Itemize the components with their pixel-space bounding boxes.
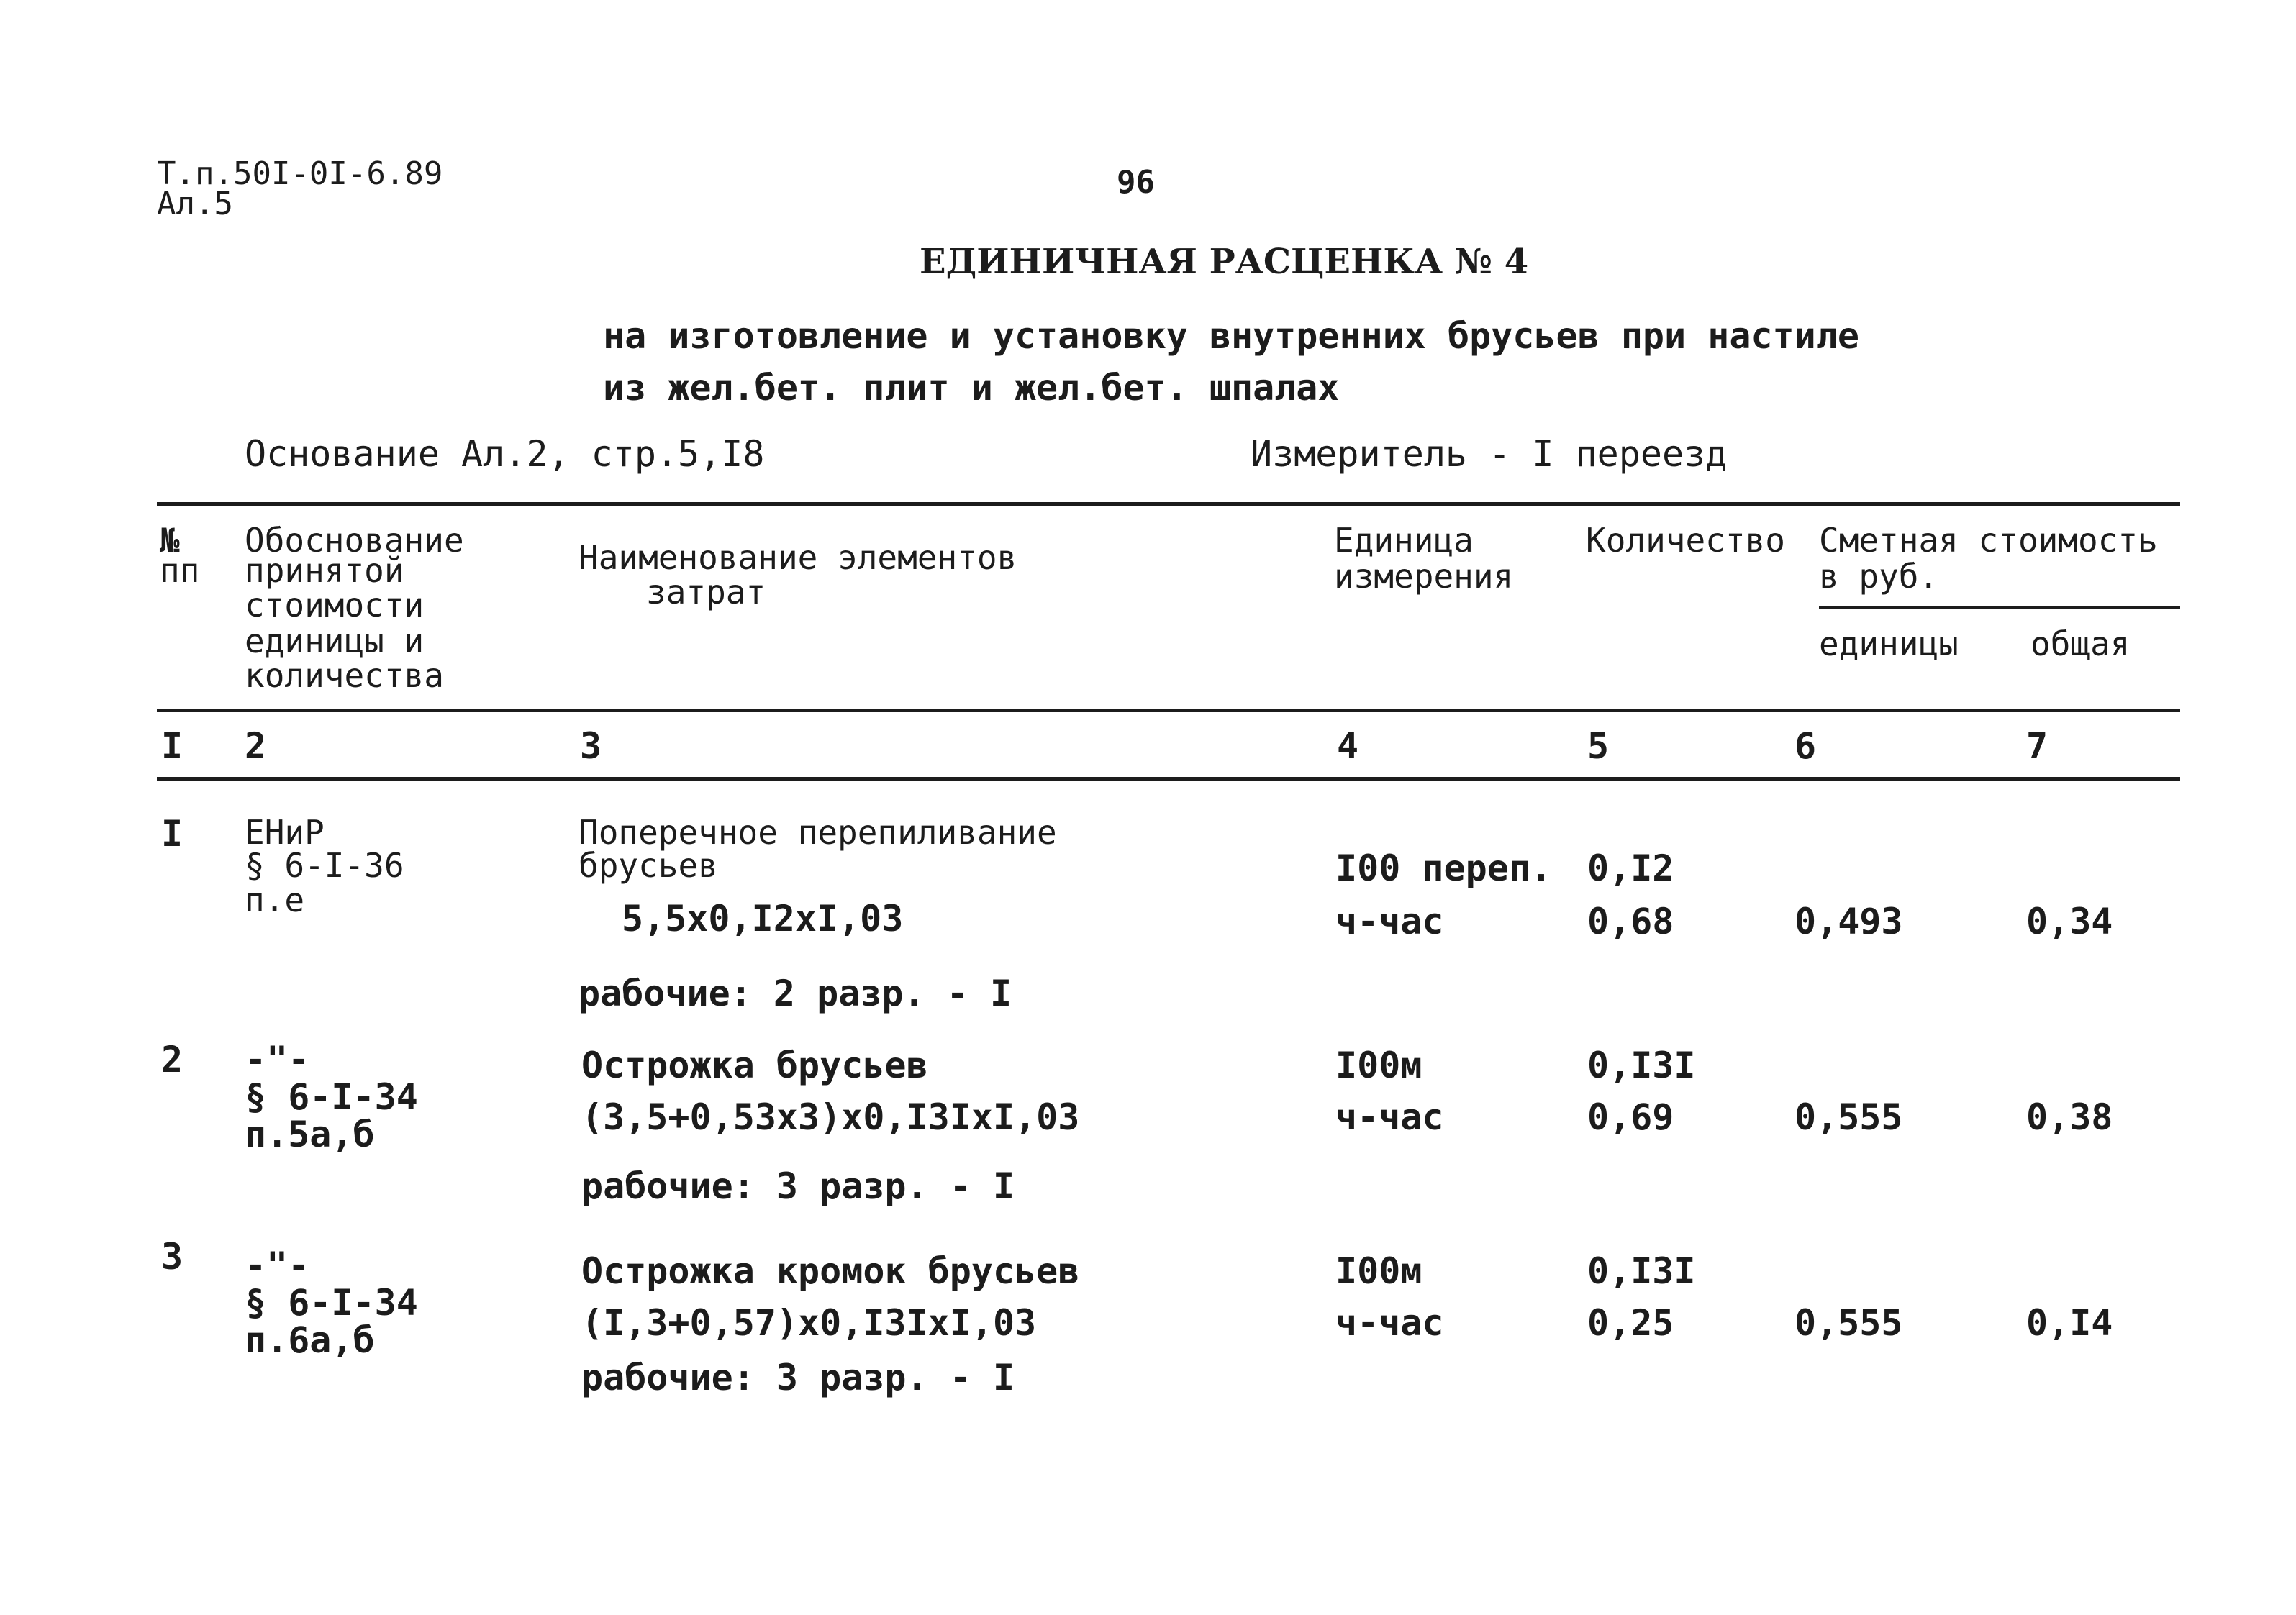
header-name-2: затрат <box>646 573 766 611</box>
header-justification-4: единицы и <box>245 622 425 660</box>
row-unit-1: I00 переп. <box>1335 847 1553 889</box>
header-cost-total: общая <box>2030 624 2131 663</box>
row-unit-2: ч-час <box>1335 1302 1444 1344</box>
page-title: ЕДИНИЧНАЯ РАСЦЕНКА № 4 <box>920 242 1529 282</box>
row-justification-1: -"- <box>245 1245 310 1286</box>
header-name-1: Наименование элементов <box>578 538 1017 577</box>
header-bottom-rule <box>157 709 2180 712</box>
row-quantity-2: 0,68 <box>1587 901 1674 942</box>
header-num-2: пп <box>160 551 200 590</box>
column-number-3: 3 <box>580 725 602 767</box>
row-number: I <box>161 813 183 855</box>
row-unit-2: ч-час <box>1335 1096 1444 1138</box>
row-quantity-1: 0,I3I <box>1587 1045 1696 1086</box>
header-justification-1: Обоснование <box>245 521 464 560</box>
header-justification-2: принятой <box>245 551 404 590</box>
header-num-1: № <box>160 521 180 560</box>
row-justification-2: § 6-I-36 <box>245 846 404 885</box>
row-formula: (I,3+0,57)х0,I3IхI,03 <box>581 1302 1037 1344</box>
row-unit-price: 0,493 <box>1794 901 1903 942</box>
row-name-line-1: Поперечное перепиливание <box>578 813 1057 852</box>
row-justification-2: § 6-I-34 <box>245 1282 418 1324</box>
row-name: Острожка брусьев <box>581 1045 928 1086</box>
column-number-4: 4 <box>1337 725 1359 767</box>
row-formula: 5,5х0,I2хI,03 <box>622 898 904 940</box>
header-quantity: Количество <box>1586 521 1785 560</box>
row-number: 2 <box>161 1039 183 1081</box>
header-justification-3: стоимости <box>245 586 425 624</box>
row-workers: рабочие: 3 разр. - I <box>581 1357 1015 1398</box>
row-unit-price: 0,555 <box>1794 1302 1903 1344</box>
basis-reference: Основание Ал.2, стр.5,I8 <box>245 433 765 475</box>
header-cost-unit: единицы <box>1819 624 1959 663</box>
column-number-5: 5 <box>1587 725 1610 767</box>
row-quantity-2: 0,25 <box>1587 1302 1674 1344</box>
row-justification-1: -"- <box>245 1039 310 1081</box>
row-justification-3: п.5а,б <box>245 1114 375 1155</box>
column-number-1: I <box>161 725 183 767</box>
doc-reference-section: Ал.5 <box>157 186 233 222</box>
row-quantity-1: 0,I3I <box>1587 1250 1696 1292</box>
row-workers: рабочие: 3 разр. - I <box>581 1165 1015 1207</box>
row-quantity-1: 0,I2 <box>1587 847 1674 889</box>
header-cost-2: в руб. <box>1819 557 1939 596</box>
subtitle-line-1: на изготовление и установку внутренних брусьев при настиле <box>603 315 1859 357</box>
row-justification-1: ЕНиР <box>245 813 325 852</box>
measure-unit: Измеритель - I переезд <box>1251 433 1728 475</box>
row-total: 0,38 <box>2026 1096 2113 1138</box>
column-number-6: 6 <box>1794 725 1817 767</box>
row-formula: (3,5+0,53х3)х0,I3IхI,03 <box>581 1096 1080 1138</box>
table-top-rule <box>157 502 2180 506</box>
header-justification-5: количества <box>245 656 444 695</box>
row-justification-3: п.е <box>245 881 305 919</box>
subtitle-line-2: из жел.бет. плит и жел.бет. шпалах <box>603 367 1340 409</box>
column-number-7: 7 <box>2026 725 2048 767</box>
row-name: Острожка кромок брусьев <box>581 1250 1080 1292</box>
row-number: 3 <box>161 1236 183 1278</box>
row-unit-1: I00м <box>1335 1045 1422 1086</box>
row-justification-2: § 6-I-34 <box>245 1076 418 1118</box>
column-numbers-rule <box>157 777 2180 781</box>
row-unit-2: ч-час <box>1335 901 1444 942</box>
doc-reference-code: Т.п.50I-0I-6.89 <box>157 155 443 192</box>
row-name-line-2: брусьев <box>578 846 718 885</box>
row-total: 0,34 <box>2026 901 2113 942</box>
row-unit-price: 0,555 <box>1794 1096 1903 1138</box>
cost-subheader-rule <box>1819 606 2180 609</box>
column-number-2: 2 <box>245 725 267 767</box>
row-quantity-2: 0,69 <box>1587 1096 1674 1138</box>
page-number: 96 <box>1117 164 1155 201</box>
header-unit-1: Единица <box>1334 521 1474 560</box>
row-workers: рабочие: 2 разр. - I <box>578 973 1012 1014</box>
header-unit-2: измерения <box>1334 557 1514 596</box>
row-total: 0,I4 <box>2026 1302 2113 1344</box>
header-cost-1: Сметная стоимость <box>1819 521 2158 560</box>
row-justification-3: п.6а,б <box>245 1319 375 1361</box>
row-unit-1: I00м <box>1335 1250 1422 1292</box>
